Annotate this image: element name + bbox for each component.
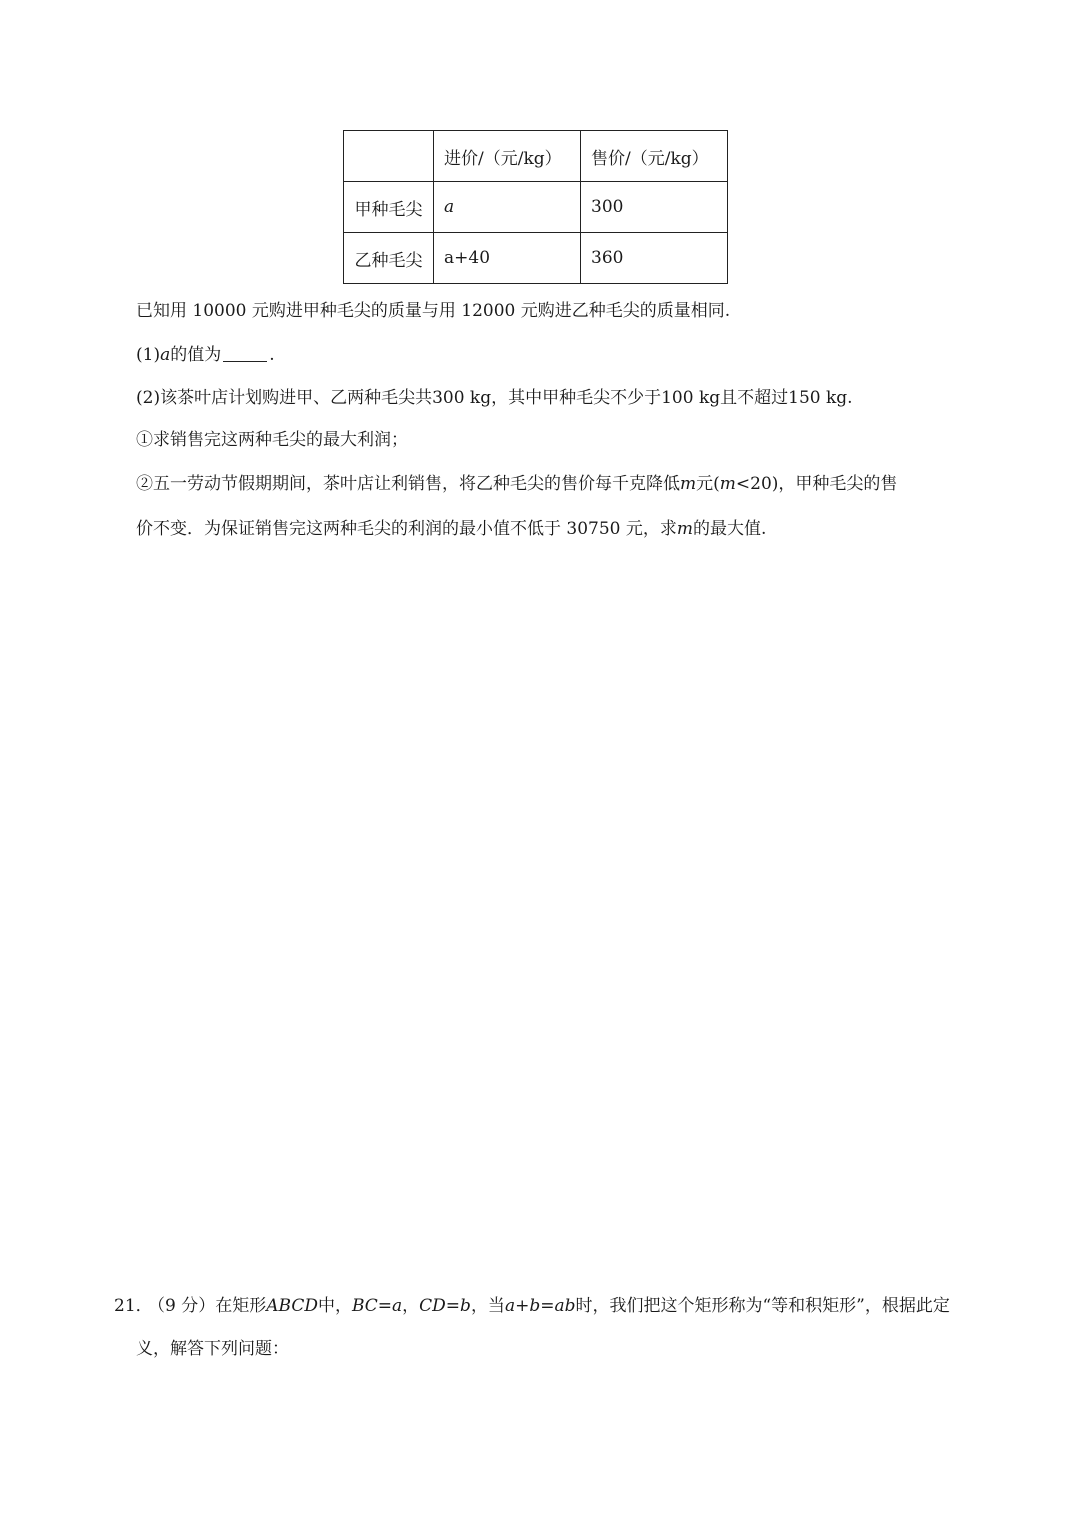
part1-var: a: [160, 345, 171, 365]
sub2-text: 价不变．为保证销售完这两种毛尖的利润的最小值不低于 30750 元，求: [136, 519, 677, 539]
part1-end: .: [269, 345, 275, 365]
q21-bc: BC=a: [351, 1296, 403, 1316]
table-row: [344, 233, 728, 284]
table-cell-name: 乙种毛尖: [344, 233, 434, 284]
question-number: 21．: [114, 1296, 153, 1316]
table-cell-price: 360: [581, 233, 728, 284]
q21-text: 中，: [317, 1296, 352, 1316]
part1-text: 的值为: [170, 345, 222, 365]
part1-prefix: (1): [136, 345, 161, 365]
question21-line2: 义，解答下列问题：: [136, 1339, 289, 1359]
table-header-cell: [344, 131, 434, 182]
q21-text: ，当: [470, 1296, 505, 1316]
table-cell-cost: a: [434, 182, 581, 233]
sub2-var-m: m: [719, 474, 736, 494]
q21-text: （9 分）在矩形: [148, 1296, 267, 1316]
problem-sub2-line1: [136, 471, 897, 497]
problem-sub2-line2: [136, 516, 766, 542]
sub2-var-m: m: [680, 474, 697, 494]
table-cell-name: 甲种毛尖: [344, 182, 434, 233]
problem-part2: (2)该茶叶店计划购进甲、乙两种毛尖共300 kg，其中甲种毛尖不少于100 kg且不超过150 kg.: [136, 388, 853, 408]
table-header-row: [344, 131, 728, 182]
table-row: [344, 182, 728, 233]
sub2-text: <20)，甲种毛尖的售: [735, 474, 898, 494]
q21-cd: CD=b: [419, 1296, 471, 1316]
price-table: [343, 130, 728, 284]
table-cell-price: 300: [581, 182, 728, 233]
sub2-text: 元(: [696, 474, 720, 494]
table-cell-cost: a+40: [434, 233, 581, 284]
table-header-cell: 售价/（元/kg）: [581, 131, 728, 182]
q21-cond: a+b=ab: [504, 1296, 576, 1316]
answer-blank[interactable]: [223, 343, 267, 362]
q21-text: ，: [402, 1296, 420, 1316]
sub2-text: 的最大值.: [693, 519, 767, 539]
problem-sub1: ①求销售完这两种毛尖的最大利润；: [136, 430, 408, 450]
q21-rect: ABCD: [266, 1296, 318, 1316]
sub2-text: ②五一劳动节假期期间，茶叶店让利销售，将乙种毛尖的售价每千克降低: [136, 474, 680, 494]
table-header-cell: 进价/（元/kg）: [434, 131, 581, 182]
q21-text: 时，我们把这个矩形称为“等和积矩形”，根据此定: [575, 1296, 950, 1316]
sub2-var-m: m: [676, 519, 694, 539]
problem-part1: [136, 342, 275, 368]
problem-premise: 已知用 10000 元购进甲种毛尖的质量与用 12000 元购进乙种毛尖的质量相同.: [136, 301, 731, 321]
question21-line1: [148, 1293, 950, 1319]
